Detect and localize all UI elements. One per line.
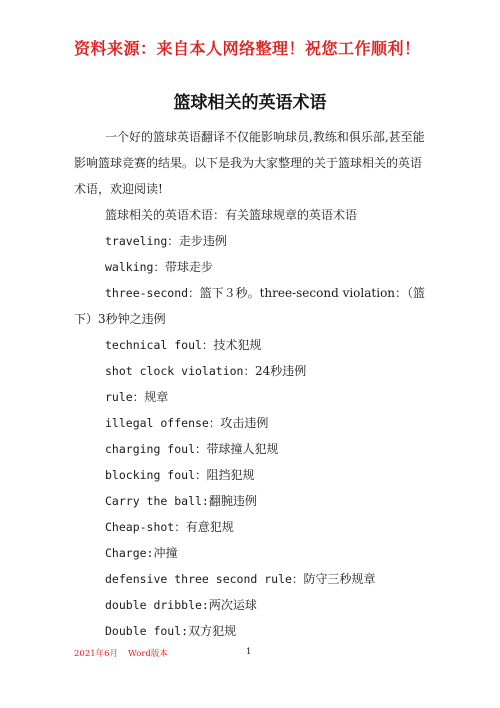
page-title: 篮球相关的英语术语 [173,93,327,113]
entry-term: blocking foul： [105,468,207,482]
term-entry [74,592,430,618]
term-entry [74,410,430,436]
entry-term: defensive three second rule： [105,572,304,586]
term-entry [74,358,430,384]
term-entry [74,618,430,644]
entry-term: Carry the ball: [105,494,209,508]
footer-edition: Word版本 [128,649,168,659]
term-entry [74,228,430,254]
entry-term: double dribble: [105,598,209,612]
entry-meaning: 双方犯规 [188,624,237,638]
term-entry [74,566,430,592]
entry-term: walking： [105,260,165,274]
entry-meaning: 带球撞人犯规 [206,442,279,456]
entry-term: three-second： [105,286,200,300]
term-entry [74,462,430,488]
intro-paragraph: 一个好的篮球英语翻译不仅能影响球员,教练和俱乐部,甚至能影响篮球竞赛的结果。以下是我为大家整理的关于篮球相关的英语术语，欢迎阅读! [74,130,425,196]
page-footer [74,647,168,659]
entry-meaning: 攻击违例 [220,416,269,430]
entry-term: Cheap-shot： [105,520,186,534]
page-number: 1 [246,647,252,657]
term-entry [74,514,430,540]
entry-term: shot clock violation： [105,364,255,378]
entry-term: technical foul： [105,338,214,352]
entry-term: Charge: [105,546,154,560]
footer-date: 2021年6月 [74,649,119,659]
term-entry [74,254,430,280]
term-entry [74,332,430,358]
entry-meaning: 冲撞 [153,546,178,560]
entry-term: Double foul: [105,624,189,638]
entry-term: illegal offense： [105,416,221,430]
entry-meaning: 防守三秒规章 [303,572,376,586]
entry-meaning: 技术犯规 [213,338,262,352]
section-heading: 篮球相关的英语术语：有关篮球规章的英语术语 [105,208,358,222]
entry-term: charging foul： [105,442,207,456]
entry-term: traveling： [105,234,179,248]
entry-meaning: 规章 [144,390,169,404]
entry-meaning: 篮下３秒。three-second violation：（篮下）3秒钟之违例 [74,286,426,326]
entry-meaning: 带球走步 [164,260,213,274]
term-entry [74,384,430,410]
entry-term: rule： [105,390,145,404]
entry-meaning: 翻腕违例 [208,494,257,508]
entry-meaning: 两次运球 [208,598,257,612]
entry-meaning: 24秒违例 [254,364,307,378]
term-entry [74,488,430,514]
term-entry [74,436,430,462]
term-entry [74,280,430,332]
entry-meaning: 有意犯规 [185,520,234,534]
entry-meaning: 走步违例 [178,234,227,248]
term-entry [74,540,430,566]
document-body [74,124,430,644]
source-banner: 资料来源：来自本人网络整理！祝您工作顺利！ [74,39,421,58]
entry-meaning: 阻挡犯规 [206,468,255,482]
